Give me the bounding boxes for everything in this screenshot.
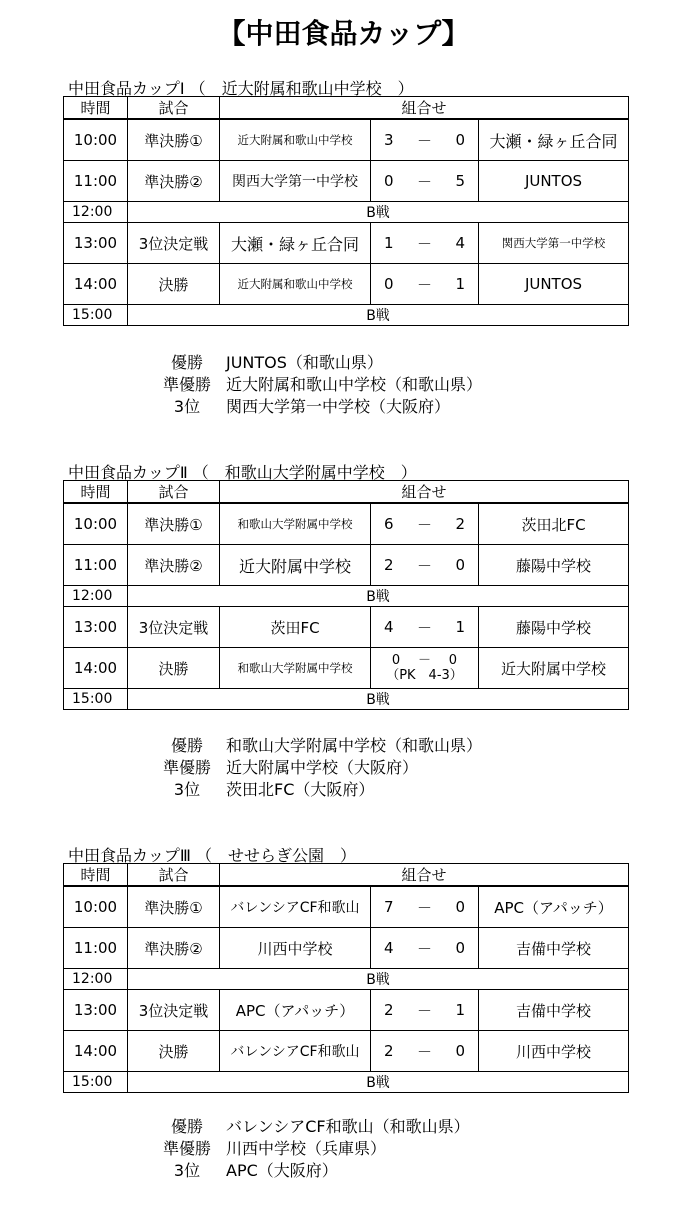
- score2-cell: 0: [443, 1031, 479, 1072]
- score-separator: －: [407, 928, 443, 969]
- score1-cell: 0: [371, 264, 407, 305]
- score1-cell: 0: [371, 161, 407, 202]
- match-cell: 決勝: [128, 648, 220, 689]
- result-label: 3位: [173, 780, 201, 799]
- score-separator: －: [407, 607, 443, 648]
- team1-cell: 大瀬・緑ヶ丘合同: [220, 223, 371, 264]
- time-cell: 10:00: [64, 119, 128, 161]
- time-cell: 13:00: [64, 223, 128, 264]
- table-row: [64, 223, 629, 264]
- team1-cell: 和歌山大学附属中学校: [220, 503, 371, 545]
- score2-cell: 2: [443, 503, 479, 545]
- result-value: 茨田北FC（大阪府）: [226, 780, 375, 799]
- time-cell: 11:00: [64, 545, 128, 586]
- header-time: 時間: [64, 864, 128, 887]
- cup-heading: 中田食品カップⅠ （ 近大附属和歌山中学校 ）: [68, 79, 414, 98]
- team1-cell: バレンシアCF和歌山: [220, 1031, 371, 1072]
- score-separator: －: [407, 503, 443, 545]
- result-label: 3位: [173, 1161, 201, 1180]
- header-match: 試合: [128, 864, 220, 887]
- match-cell: 3位決定戦: [128, 223, 220, 264]
- match-cell: 3位決定戦: [128, 607, 220, 648]
- page-title: 【中田食品カップ】: [217, 17, 470, 50]
- match-cell: 準決勝①: [128, 503, 220, 545]
- team2-cell: 吉備中学校: [479, 990, 629, 1031]
- team2-cell: 川西中学校: [479, 1031, 629, 1072]
- header-match: 試合: [128, 481, 220, 504]
- result-value: APC（大阪府）: [226, 1161, 338, 1180]
- team2-cell: JUNTOS: [479, 264, 629, 305]
- score2-cell: 5: [443, 161, 479, 202]
- b-game-label: B戦: [128, 689, 629, 710]
- b-game-row: [64, 689, 629, 710]
- result-row: [148, 396, 482, 418]
- result-label: 優勝: [170, 736, 203, 755]
- team2-cell: 藤陽中学校: [479, 607, 629, 648]
- b-game-row: [64, 202, 629, 223]
- team1-cell: 近大附属中学校: [220, 545, 371, 586]
- result-row: [148, 779, 482, 801]
- time-cell: 14:00: [64, 648, 128, 689]
- header-pairing: 組合せ: [220, 97, 629, 120]
- score-separator: －: [407, 264, 443, 305]
- time-cell: 11:00: [64, 928, 128, 969]
- results-list: [148, 352, 482, 418]
- match-cell: 準決勝②: [128, 545, 220, 586]
- score2: 0: [448, 653, 458, 668]
- b-game-row: [64, 1072, 629, 1093]
- team1-cell: 川西中学校: [220, 928, 371, 969]
- score2-cell: 0: [443, 119, 479, 161]
- table-row: [64, 648, 629, 689]
- result-label: 優勝: [170, 1117, 203, 1136]
- score2-cell: 0: [443, 886, 479, 928]
- score1-cell: 1: [371, 223, 407, 264]
- team2-cell: 吉備中学校: [479, 928, 629, 969]
- score-separator: －: [407, 545, 443, 586]
- header-match: 試合: [128, 97, 220, 120]
- result-label: 3位: [173, 397, 201, 416]
- team1-cell: APC（アパッチ）: [220, 990, 371, 1031]
- time-cell: 12:00: [64, 202, 128, 223]
- result-value: 和歌山大学附属中学校（和歌山県）: [226, 736, 483, 755]
- score-cell: [371, 648, 479, 689]
- score-separator: －: [407, 886, 443, 928]
- team1-cell: 茨田FC: [220, 607, 371, 648]
- score-separator: －: [407, 161, 443, 202]
- cup-heading: 中田食品カップⅡ （ 和歌山大学附属中学校 ）: [68, 463, 417, 482]
- result-row: [148, 352, 482, 374]
- team2-cell: 近大附属中学校: [479, 648, 629, 689]
- header-pairing: 組合せ: [220, 864, 629, 887]
- table-row: [64, 264, 629, 305]
- table-header: [64, 481, 629, 504]
- time-cell: 14:00: [64, 1031, 128, 1072]
- b-game-label: B戦: [128, 202, 629, 223]
- match-cell: 決勝: [128, 1031, 220, 1072]
- team1-cell: 関西大学第一中学校: [220, 161, 371, 202]
- score1-cell: 2: [371, 990, 407, 1031]
- team2-cell: APC（アパッチ）: [479, 886, 629, 928]
- score-separator: －: [407, 1031, 443, 1072]
- result-value: 近大附属和歌山中学校（和歌山県）: [226, 375, 483, 394]
- b-game-row: [64, 305, 629, 326]
- time-cell: 15:00: [64, 305, 128, 326]
- result-value: 川西中学校（兵庫県）: [226, 1139, 387, 1158]
- time-cell: 15:00: [64, 1072, 128, 1093]
- time-cell: 13:00: [64, 990, 128, 1031]
- table-row: [64, 119, 629, 161]
- header-pairing: 組合せ: [220, 481, 629, 504]
- team1-cell: 和歌山大学附属中学校: [220, 648, 371, 689]
- table-row: [64, 990, 629, 1031]
- table-row: [64, 545, 629, 586]
- result-row: [148, 1138, 470, 1160]
- score2-cell: 4: [443, 223, 479, 264]
- results-list: [148, 1116, 470, 1182]
- score1-cell: 3: [371, 119, 407, 161]
- team2-cell: JUNTOS: [479, 161, 629, 202]
- score1-cell: 2: [371, 545, 407, 586]
- team2-cell: 茨田北FC: [479, 503, 629, 545]
- score1: 0: [391, 653, 401, 668]
- results-list: [148, 735, 482, 801]
- result-label: 優勝: [170, 353, 203, 372]
- table-header: [64, 864, 629, 887]
- score2-cell: 1: [443, 990, 479, 1031]
- table-row: [64, 607, 629, 648]
- team2-cell: 大瀬・緑ヶ丘合同: [479, 119, 629, 161]
- schedule-table: [63, 863, 629, 1093]
- match-cell: 決勝: [128, 264, 220, 305]
- score2-cell: 1: [443, 607, 479, 648]
- result-label: 準優勝: [162, 758, 211, 777]
- table-row: [64, 503, 629, 545]
- time-cell: 13:00: [64, 607, 128, 648]
- result-value: 近大附属中学校（大阪府）: [226, 758, 419, 777]
- team1-cell: バレンシアCF和歌山: [220, 886, 371, 928]
- score-separator: －: [407, 119, 443, 161]
- score-separator: －: [407, 990, 443, 1031]
- time-cell: 12:00: [64, 969, 128, 990]
- header-time: 時間: [64, 481, 128, 504]
- score1-cell: 6: [371, 503, 407, 545]
- match-cell: 準決勝①: [128, 886, 220, 928]
- team1-cell: 近大附属和歌山中学校: [220, 119, 371, 161]
- team2-cell: 藤陽中学校: [479, 545, 629, 586]
- schedule-table: [63, 480, 629, 710]
- time-cell: 11:00: [64, 161, 128, 202]
- time-cell: 15:00: [64, 689, 128, 710]
- pk-result: （PK 4-3）: [386, 668, 463, 683]
- table-row: [64, 1031, 629, 1072]
- b-game-label: B戦: [128, 305, 629, 326]
- header-time: 時間: [64, 97, 128, 120]
- time-cell: 12:00: [64, 586, 128, 607]
- score2-cell: 0: [443, 928, 479, 969]
- time-cell: 14:00: [64, 264, 128, 305]
- match-cell: 準決勝①: [128, 119, 220, 161]
- b-game-label: B戦: [128, 969, 629, 990]
- score2-cell: 1: [443, 264, 479, 305]
- score1-cell: 7: [371, 886, 407, 928]
- b-game-row: [64, 586, 629, 607]
- result-label: 準優勝: [162, 375, 211, 394]
- score1-cell: 4: [371, 928, 407, 969]
- b-game-row: [64, 969, 629, 990]
- cup-heading: 中田食品カップⅢ （ せせらぎ公園 ）: [68, 846, 356, 865]
- time-cell: 10:00: [64, 503, 128, 545]
- score1-cell: 4: [371, 607, 407, 648]
- result-value: 関西大学第一中学校（大阪府）: [226, 397, 451, 416]
- result-value: JUNTOS（和歌山県）: [226, 353, 383, 372]
- table-row: [64, 161, 629, 202]
- result-row: [148, 1116, 470, 1138]
- match-cell: 準決勝②: [128, 928, 220, 969]
- result-row: [148, 374, 482, 396]
- team1-cell: 近大附属和歌山中学校: [220, 264, 371, 305]
- b-game-label: B戦: [128, 586, 629, 607]
- score1-cell: 2: [371, 1031, 407, 1072]
- score-separator: －: [407, 223, 443, 264]
- result-row: [148, 1160, 470, 1182]
- result-row: [148, 735, 482, 757]
- table-row: [64, 886, 629, 928]
- result-value: バレンシアCF和歌山（和歌山県）: [226, 1117, 470, 1136]
- result-row: [148, 757, 482, 779]
- schedule-table: [63, 96, 629, 326]
- match-cell: 準決勝②: [128, 161, 220, 202]
- score-separator: －: [417, 653, 431, 668]
- table-row: [64, 928, 629, 969]
- b-game-label: B戦: [128, 1072, 629, 1093]
- table-header: [64, 97, 629, 120]
- match-cell: 3位決定戦: [128, 990, 220, 1031]
- score2-cell: 0: [443, 545, 479, 586]
- time-cell: 10:00: [64, 886, 128, 928]
- result-label: 準優勝: [162, 1139, 211, 1158]
- team2-cell: 関西大学第一中学校: [479, 223, 629, 264]
